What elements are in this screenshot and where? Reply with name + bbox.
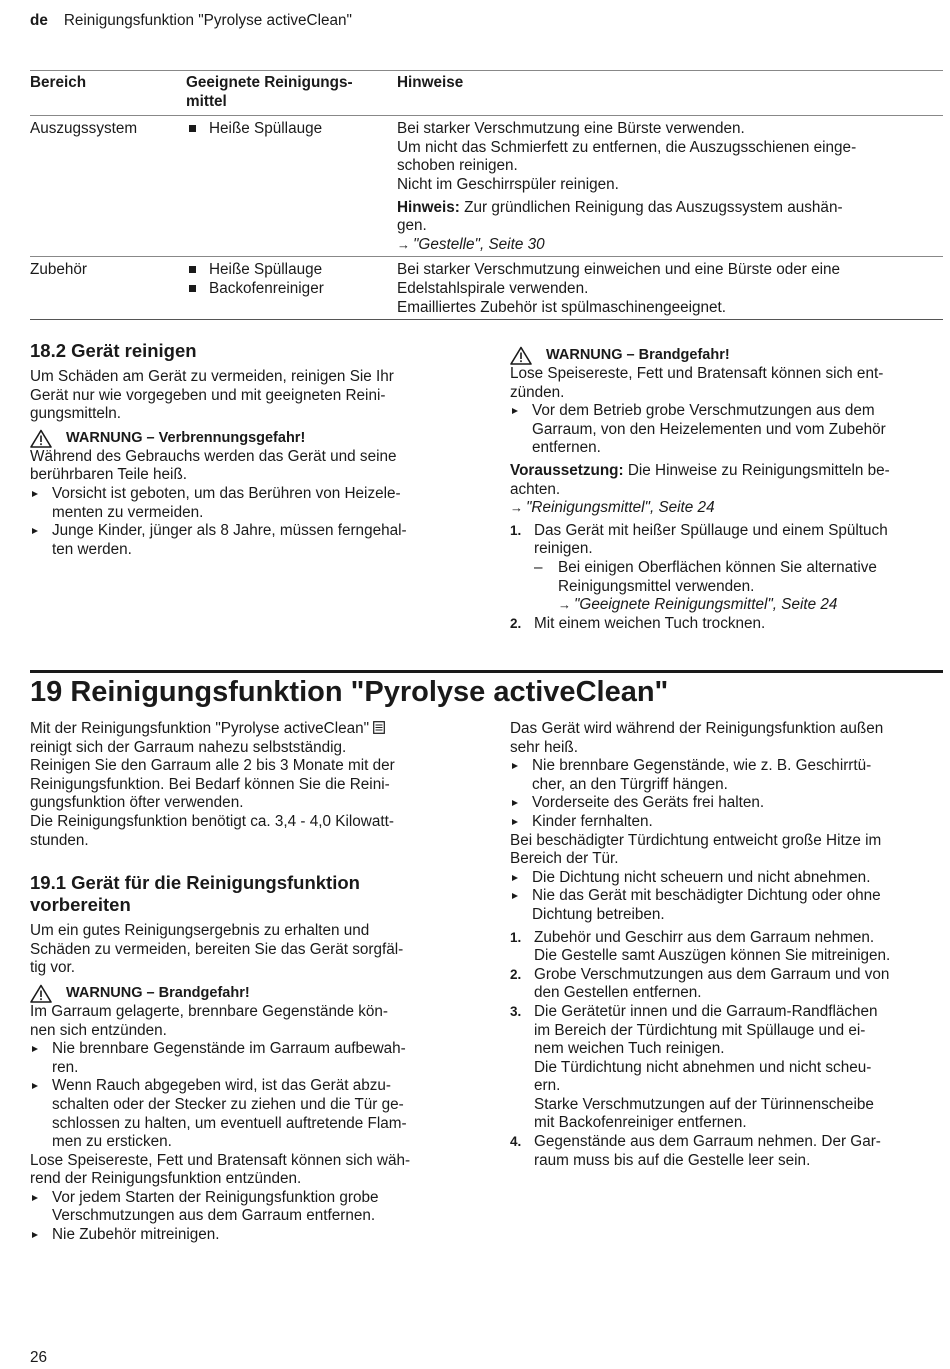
- warning-triangle-icon: [30, 984, 52, 1003]
- cross-reference-link[interactable]: [397, 236, 943, 255]
- cross-reference-link[interactable]: [510, 596, 943, 615]
- cell-area: Zubehör: [30, 257, 186, 320]
- prerequisite: [510, 462, 943, 499]
- chapter-title: 19 Reinigungsfunktion "Pyrolyse activeClean": [30, 676, 669, 708]
- col-header-notes: Hinweise: [397, 72, 943, 116]
- paragraph: Bei beschädigter Türdichtung entweicht große Hitze im Bereich der Tür.: [510, 831, 882, 868]
- step-item: [510, 929, 948, 966]
- step-number: 4.: [510, 1134, 522, 1150]
- chapter-19-left: [30, 720, 465, 1245]
- warning-text: Lose Speisereste, Fett und Bratensaft können sich ent- zünden.: [510, 365, 884, 401]
- language-code: de: [30, 12, 48, 29]
- hint-label: Hinweis:: [397, 198, 460, 216]
- arrow-right-icon: →: [397, 236, 410, 252]
- note-line: Bei starker Verschmutzung eine Bürste verwenden.: [397, 120, 745, 138]
- list-item: Nie brennbare Gegenstände im Garraum aufbewah- ren.: [30, 1040, 465, 1077]
- warning-triangle-icon: [510, 346, 532, 365]
- warning-text: Lose Speisereste, Fett und Bratensaft können sich wäh- rend der Reinigungsfunktion entzünden.: [30, 1151, 411, 1188]
- list-item: Junge Kinder, jünger als 8 Jahre, müssen ferngehal- ten werden.: [30, 522, 460, 559]
- warning-title-text: WARNUNG – Brandgefahr!: [546, 347, 730, 364]
- running-title: Reinigungsfunktion "Pyrolyse activeClean": [63, 12, 352, 29]
- list-item: Vor jedem Starten der Reinigungsfunktion grobe Verschmutzungen aus dem Garraum entfernen.: [30, 1189, 465, 1226]
- step-text: Zubehör und Geschirr aus dem Garraum nehmen. Die Gestelle samt Auszügen können Sie mitreinigen.: [534, 928, 891, 965]
- square-bullet-icon: [189, 285, 196, 292]
- section-intro: Um ein gutes Reinigungsergebnis zu erhalten und Schäden zu vermeiden, bereiten Sie das Gerät sorgfäl- tig vor.: [30, 922, 404, 977]
- paragraph: Das Gerät wird während der Reinigungsfunktion außen sehr heiß.: [510, 720, 884, 756]
- cell-agents: [186, 257, 397, 320]
- step-number: 2.: [510, 615, 522, 631]
- intro-text: reinigt sich der Garraum nahezu selbstständig. Reinigen Sie den Garraum alle 2 bis 3 Monate mit der Reinigungsfunktion. Bei Bedarf können Sie die Reini- gungsfunktion öfter verwenden. Die Reinigungsfunktion benötigt ca. 3,4 - 4,0 Kilowatt- stunden.: [30, 738, 395, 849]
- table-header-row: [30, 72, 943, 116]
- list-item: Die Dichtung nicht scheuern und nicht abnehmen.: [510, 869, 948, 888]
- step-item: [510, 522, 943, 559]
- step-text: Gegenstände aus dem Garraum nehmen. Der Gar- raum muss bis auf die Gestelle leer sein.: [534, 1133, 881, 1169]
- xref-text: "Reinigungsmittel", Seite 24: [526, 499, 715, 517]
- list-item: Nie Zubehör mitreinigen.: [30, 1226, 465, 1245]
- dash-bullet-icon: –: [534, 558, 543, 576]
- warning-title-text: WARNUNG – Verbrennungsgefahr!: [66, 429, 306, 446]
- step-text: Das Gerät mit heißer Spüllauge und einem Spültuch reinigen.: [534, 521, 888, 558]
- note-line: Um nicht das Schmierfett zu entfernen, die Auszugsschienen einge- schoben reinigen.: [397, 138, 857, 175]
- step-item: [510, 966, 948, 1003]
- xref-text: "Geeignete Reinigungsmittel", Seite 24: [574, 596, 838, 614]
- list-item: Vorsicht ist geboten, um das Berühren von Heizele- menten zu vermeiden.: [30, 485, 460, 522]
- cleaning-table: [30, 72, 943, 320]
- running-header: [30, 12, 352, 31]
- list-item: Nie brennbare Gegenstände, wie z. B. Geschirrtü- cher, an den Türgriff hängen.: [510, 757, 948, 794]
- sub-item-text: Bei einigen Oberflächen können Sie alternative Reinigungsmittel verwenden.: [558, 558, 877, 595]
- warning-triangle-icon: [30, 429, 52, 448]
- agent-item: Backofenreiniger: [209, 279, 324, 297]
- cell-agents: [186, 116, 397, 257]
- chapter-rule: [30, 670, 943, 673]
- step-text: Die Gerätetür innen und die Garraum-Randflächen im Bereich der Türdichtung mit Spüllauge und ei- nem weichen Tuch reinigen. Die Türdichtung nicht abnehmen und nicht scheu- ern. Starke Verschmutzungen auf der Türinnenscheibe mit Backofenreiniger entfernen.: [534, 1002, 878, 1132]
- col-header-agents: Geeignete Reinigungs- mittel: [186, 72, 397, 116]
- warning-title: [510, 346, 943, 365]
- section-18-2-right: [510, 346, 943, 633]
- warning-text: Im Garraum gelagerte, brennbare Gegenstände kön- nen sich entzünden.: [30, 1002, 388, 1039]
- pyrolysis-symbol-icon: [373, 721, 385, 734]
- hint-note: [397, 199, 943, 236]
- prerequisite-text: Die Hinweise zu Reinigungsmitteln be- achten.: [510, 461, 890, 498]
- step-number: 2.: [510, 966, 522, 982]
- chapter-intro: [30, 720, 465, 850]
- step-item: [510, 615, 943, 634]
- warning-text: Während des Gebrauchs werden das Gerät und seine berührbaren Teile heiß.: [30, 447, 397, 484]
- warning-title: [30, 984, 465, 1003]
- intro-text: Mit der Reinigungsfunktion "Pyrolyse activeClean": [30, 720, 370, 737]
- note-line: Bei starker Verschmutzung einweichen und eine Bürste oder eine Edelstahlspirale verwenden.: [397, 261, 841, 297]
- cross-reference-link[interactable]: [510, 499, 943, 518]
- table-top-rule: [30, 70, 943, 71]
- note-line: Emailliertes Zubehör ist spülmaschinengeeignet.: [397, 298, 727, 316]
- step-number: 1.: [510, 929, 522, 945]
- step-number: 3.: [510, 1003, 522, 1019]
- square-bullet-icon: [189, 266, 196, 273]
- step-text: Mit einem weichen Tuch trocknen.: [534, 614, 766, 632]
- cell-notes: [397, 116, 943, 257]
- cell-notes: [397, 257, 943, 320]
- step-number: 1.: [510, 522, 522, 538]
- section-heading: 18.2 Gerät reinigen: [30, 340, 197, 361]
- col-header-area: Bereich: [30, 72, 186, 116]
- list-item: Vorderseite des Geräts frei halten.: [510, 794, 948, 813]
- sub-item: [510, 559, 943, 596]
- agent-item: Heiße Spüllauge: [209, 261, 323, 279]
- square-bullet-icon: [189, 125, 196, 132]
- xref-text: "Gestelle", Seite 30: [413, 235, 545, 253]
- step-item: [510, 1003, 948, 1133]
- chapter-19-right: [510, 720, 948, 1170]
- page-number: 26: [30, 1349, 48, 1366]
- table-row: [30, 257, 943, 320]
- section-heading: 19.1 Gerät für die Reinigungsfunktion vorbereiten: [30, 872, 360, 916]
- warning-title-text: WARNUNG – Brandgefahr!: [66, 985, 250, 1002]
- list-item: Vor dem Betrieb grobe Verschmutzungen aus dem Garraum, von den Heizelementen und vom Zubehör entfernen.: [510, 402, 943, 458]
- arrow-right-icon: →: [558, 597, 571, 613]
- note-line: Nicht im Geschirrspüler reinigen.: [397, 175, 619, 193]
- list-item: Wenn Rauch abgegeben wird, ist das Gerät abzu- schalten oder der Stecker zu ziehen und die Tür ge- schlossen zu halten, um eventuell auftretende Flam- men zu ersticken.: [30, 1077, 465, 1151]
- list-item: Kinder fernhalten.: [510, 813, 948, 832]
- table-row: [30, 116, 943, 257]
- cell-area: Auszugssystem: [30, 116, 186, 257]
- list-item: Nie das Gerät mit beschädigter Dichtung oder ohne Dichtung betreiben.: [510, 887, 948, 924]
- section-18-2-left: [30, 340, 460, 559]
- hint-text: Zur gründlichen Reinigung das Auszugssystem aushän- gen.: [397, 198, 843, 235]
- agent-item: Heiße Spüllauge: [209, 120, 323, 138]
- step-text: Grobe Verschmutzungen aus dem Garraum und von den Gestellen entfernen.: [534, 965, 890, 1002]
- prerequisite-label: Voraussetzung:: [510, 461, 624, 479]
- arrow-right-icon: →: [510, 500, 523, 516]
- section-intro: Um Schäden am Gerät zu vermeiden, reinigen Sie Ihr Gerät nur wie vorgegeben und mit geeigneten Reini- gungsmitteln.: [30, 368, 394, 423]
- step-item: [510, 1133, 948, 1170]
- warning-title: [30, 429, 460, 448]
